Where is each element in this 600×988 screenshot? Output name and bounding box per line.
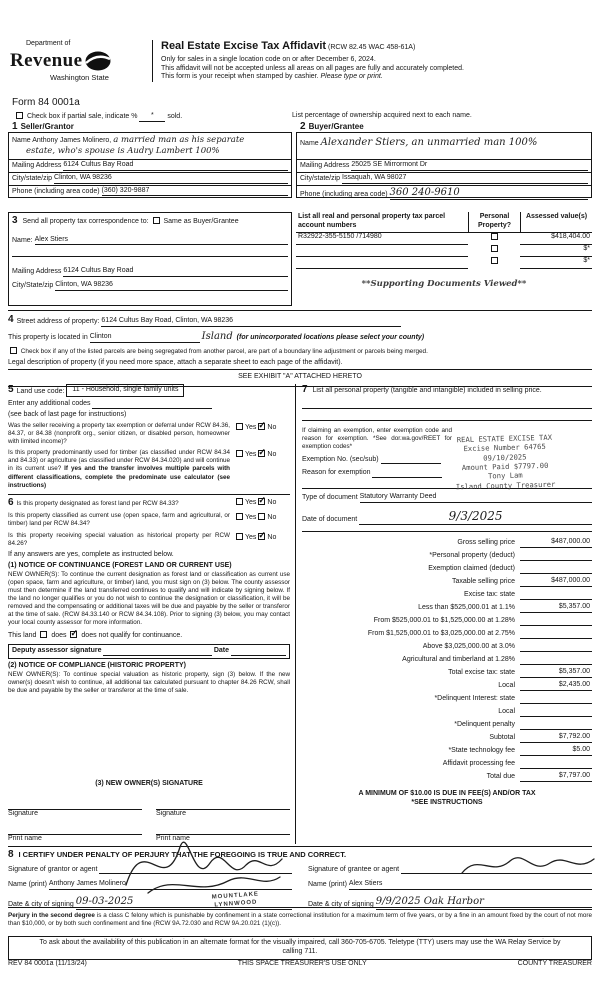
does-not-label: does not qualify for continuance. — [81, 632, 183, 640]
tax-row — [302, 626, 592, 639]
parcel-row — [296, 257, 592, 269]
signature-line[interactable] — [156, 799, 290, 810]
grantee-name-value[interactable]: Alex Stiers — [349, 880, 592, 890]
tax-row — [302, 535, 592, 548]
buyer-city-label: City/state/zip — [300, 174, 341, 182]
treasurer-excise-stamp — [419, 432, 590, 493]
parcel-personal-cell — [468, 245, 520, 257]
tax-row-value[interactable] — [520, 591, 592, 600]
signature-label: Signature — [156, 809, 186, 817]
certify-statement: I CERTIFY UNDER PENALTY OF PERJURY THAT THE FOREGOING IS TRUE AND CORRECT. — [18, 850, 347, 859]
tax-row-value[interactable] — [520, 643, 592, 652]
historic-property-question — [8, 532, 290, 548]
header-note-3: This form is your receipt when stamped by cashier. Please type or print. — [161, 73, 383, 81]
tax-row — [302, 730, 592, 743]
seller-address-value[interactable]: 6124 Cultus Bay Road — [63, 161, 288, 171]
seller-address-label: Mailing Address — [12, 162, 62, 169]
tax-row — [302, 743, 592, 756]
tax-row-label: Total excise tax: state — [448, 669, 515, 677]
yes-no-options: Yes No — [234, 512, 290, 523]
street-address-label: Street address of property: — [16, 317, 100, 325]
no-checkbox[interactable] — [258, 513, 265, 520]
tax-computation-table — [302, 531, 592, 782]
ownership-percent-note: List percentage of ownership acquired next to each name. — [292, 112, 472, 119]
seller-name-value[interactable]: Anthony James Molinero, — [32, 137, 112, 144]
parcel-assessed-field[interactable]: $418,404.00 — [520, 233, 592, 245]
seller-city-label: City/state/zip — [12, 174, 53, 182]
parcel-number-field[interactable] — [296, 257, 468, 269]
buyer-address-label: Mailing Address — [300, 162, 350, 169]
tax-row-label: Local — [498, 708, 515, 716]
exemption-deferral-question — [8, 422, 290, 446]
tax-row-label: Less than $525,000.01 at 1.1% — [418, 604, 515, 612]
parcel-number-field[interactable] — [296, 245, 468, 257]
parcel-personal-cell — [468, 257, 520, 269]
if-yes-instruction: If any answers are yes, complete as instructed below. — [8, 550, 174, 558]
correspondence-city-label: City/State/zip — [12, 282, 54, 289]
tax-row-value[interactable] — [520, 552, 592, 561]
tax-row — [302, 574, 592, 587]
city-stamp-line: MOUNTLAKE — [211, 891, 260, 901]
tax-row — [302, 691, 592, 704]
tax-row-value[interactable]: $487,000.00 — [520, 538, 592, 548]
timber-agriculture-question — [8, 449, 290, 489]
tax-row — [302, 639, 592, 652]
legal-description-label: Legal description of property (if you need more space, attach a separate sheet to each page of the affidavit). — [8, 359, 592, 370]
qualify-row — [8, 631, 290, 641]
bottom-bar — [8, 960, 592, 969]
exemption-number-label: Exemption No. (sec/sub) — [302, 455, 379, 463]
form-header — [10, 40, 592, 82]
question-text: Was the seller receiving a property tax exemption or deferral under RCW 84.36, 84.37, or 84.38 (nonprofit org., senior citizen, or disabled person, homeowner with limited income)? — [8, 422, 231, 446]
parcel-personal-cell — [468, 233, 520, 245]
see-instructions-note: *SEE INSTRUCTIONS — [411, 798, 483, 806]
segregate-label: Check box if any of the listed parcels are being segregated from another parcel, are part of a boundary line adjustment or parcels being merged. — [20, 348, 428, 355]
yes-checkbox[interactable] — [236, 450, 243, 457]
buyer-phone-handwriting[interactable]: 360 240-9610 — [390, 187, 588, 201]
correspondence-box — [8, 212, 292, 306]
buyer-city-value[interactable]: Issaquah, WA 98027 — [342, 174, 588, 184]
tax-row-label: Exemption claimed (deduct) — [428, 565, 515, 573]
parcel-assessed-field[interactable]: $* — [520, 257, 592, 269]
seller-address-row — [9, 160, 291, 173]
tax-row — [302, 678, 592, 691]
tax-row-label: From $525,000.01 to $1,525,000.00 at 1.28% — [373, 617, 515, 625]
tax-row-value[interactable] — [520, 565, 592, 574]
buyer-address-value[interactable]: 25025 SE Mirrormont Dr — [351, 161, 588, 171]
document-type-row — [302, 493, 592, 503]
parcel-personal-checkbox[interactable] — [491, 257, 498, 264]
personal-property-row: 7 List all personal property (tangible and intangible) included in selling price. — [302, 384, 542, 395]
middle-region — [8, 384, 592, 844]
title-block — [152, 40, 592, 82]
additional-codes-label: Enter any additional codes — [8, 399, 91, 407]
yes-no-options: Yes ✓ No — [234, 449, 290, 460]
tax-row-value[interactable]: $5,357.00 — [520, 668, 592, 678]
land-use-row: 5 Land use code: 11 - Household, single family units — [8, 384, 290, 397]
tax-row-label: Excise tax: state — [464, 591, 515, 599]
tax-row-value[interactable] — [520, 721, 592, 730]
does-label: does — [51, 632, 67, 640]
tax-row — [302, 587, 592, 600]
tax-row-value[interactable] — [520, 708, 592, 717]
buyer-phone-row — [297, 186, 591, 202]
segregate-checkbox[interactable] — [10, 347, 17, 354]
city-stamp-line: LYNNWOOD — [214, 898, 258, 908]
tax-row-label: *Delinquent Interest: state — [434, 695, 515, 703]
notice-compliance-title: (2) NOTICE OF COMPLIANCE (HISTORIC PROPERTY) — [8, 661, 186, 669]
new-owner-signature-row — [8, 799, 290, 819]
print-name-label: Print name — [8, 835, 42, 843]
located-value[interactable]: Clinton — [90, 333, 200, 343]
predominate-use-bold: If yes and the transfer involves multiple parcels with different classifications, complete the predominate use calculator (see instructions) — [8, 465, 231, 489]
correspondence-city-value[interactable]: Clinton, WA 98236 — [55, 281, 288, 291]
right-column — [296, 384, 592, 844]
yes-checkbox[interactable] — [236, 498, 243, 505]
stamp-line: Excise Number 64765 — [463, 442, 546, 454]
document-type-label: Type of document — [302, 494, 358, 502]
seller-phone-row — [9, 186, 291, 198]
parcel-table-header — [296, 212, 592, 233]
section2-header: 2 Buyer/Grantee — [300, 121, 364, 132]
buyer-box — [296, 132, 592, 198]
segregate-row — [8, 347, 592, 356]
this-land-label: This land — [8, 632, 37, 640]
buyer-address-row — [297, 160, 591, 173]
correspondence-address-label: Mailing Address — [12, 268, 62, 276]
correspondence-header: 3 Send all property tax correspondence to: Same as Buyer/Grantee — [12, 215, 239, 226]
tax-row — [302, 613, 592, 626]
street-address-row: 4 Street address of property: 6124 Cultus Bay Road, Clinton, WA 98236 — [8, 314, 592, 327]
date-city-row — [8, 896, 592, 910]
personal-property-label: List all personal property (tangible and intangible) included in selling price. — [312, 387, 542, 394]
parcel-row — [296, 233, 592, 245]
correspondence-city-row — [12, 281, 288, 291]
question-text: 6 Is this property designated as forest land per RCW 84.33? — [8, 496, 179, 508]
grantee-signature-label: Signature of grantee or agent — [308, 865, 400, 873]
seller-city-value[interactable]: Clinton, WA 98236 — [54, 174, 288, 184]
deputy-signature-field[interactable] — [103, 648, 211, 656]
print-name-row — [8, 880, 592, 890]
correspondence-name-row — [12, 236, 288, 246]
seller-name-label: Name — [12, 137, 31, 144]
exemption-reason-label: Reason for exemption — [302, 469, 371, 477]
grantee-date-handwriting[interactable]: 9/9/2025 Oak Harbor — [376, 896, 592, 910]
supporting-documents-note: **Supporting Documents Viewed** — [361, 278, 527, 289]
same-as-buyer-checkbox[interactable] — [153, 217, 160, 224]
agency-logo-block — [10, 40, 152, 82]
tax-row — [302, 665, 592, 678]
grantee-date-label: Date & city of signing — [308, 900, 374, 908]
located-label: This property is located in — [8, 334, 88, 342]
no-checkbox[interactable] — [258, 450, 265, 457]
no-checkbox[interactable] — [258, 498, 265, 505]
stamp-line: Amount Paid $7797.00 — [461, 460, 549, 473]
stamp-line: Tony Lam — [487, 470, 523, 481]
tax-row-value[interactable] — [520, 760, 592, 769]
perjury-paragraph: Perjury in the second degree is a class C felony which is punishable by confinement in a state correctional institution for a maximum term of five years, or by a fine in an amount fixed by the court of not more than $10,000, or by both such confinement and fine (RCW 9A.72.030 and RCW 9A.20.021 (1)(c)). — [8, 912, 593, 928]
new-owners-signature-title: (3) NEW OWNER(S) SIGNATURE — [95, 779, 203, 787]
tax-row — [302, 704, 592, 717]
tax-row — [302, 600, 592, 613]
tax-row-value[interactable]: $7,792.00 — [520, 733, 592, 743]
tax-row-label: *Personal property (deduct) — [429, 552, 515, 560]
street-address-value[interactable]: 6124 Cultus Bay Road, Clinton, WA 98236 — [101, 317, 401, 327]
document-type-value[interactable]: Statutory Warranty Deed — [360, 493, 592, 503]
seller-phone-value[interactable]: (360) 320-9887 — [102, 187, 288, 197]
tax-row-label: Agricultural and timberland at 1.28% — [402, 656, 515, 664]
deputy-date-label: Date — [213, 647, 230, 655]
parcel-personal-checkbox[interactable] — [491, 245, 498, 252]
personal-property-header: Personal Property? — [468, 212, 520, 232]
yes-checkbox[interactable] — [236, 513, 243, 520]
seller-name-row — [9, 133, 291, 160]
tax-row-value[interactable]: $7,797.00 — [520, 772, 592, 782]
grantor-signature-scribble — [118, 833, 288, 905]
stamp-line: 09/10/2025 — [483, 452, 527, 463]
no-checkbox[interactable] — [258, 533, 265, 540]
left-column — [8, 384, 296, 844]
document-date-handwriting[interactable]: 9/3/2025 — [359, 509, 592, 525]
located-handwriting: Island — [201, 330, 233, 342]
tax-row-label: Total due — [486, 773, 515, 781]
signature-line[interactable] — [8, 799, 142, 810]
yes-no-options: Yes ✓ No — [234, 497, 290, 508]
same-as-buyer-label: Same as Buyer/Grantee — [163, 218, 239, 225]
parcel-numbers-header: List all real and personal property tax parcel account numbers — [298, 213, 446, 229]
tax-row-value[interactable]: $487,000.00 — [520, 577, 592, 587]
located-row — [8, 331, 592, 344]
tax-row — [302, 561, 592, 574]
tax-row-label: Affidavit processing fee — [442, 760, 515, 768]
correspondence-name-label: Name: — [12, 236, 33, 244]
question-text: Is this property predominantly used for timber (as classified under RCW 84.34 and 84.33) or agriculture (as classified under RCW 84.34.020) and will continue in its current use? If yes and the transfer involves multiple parcels with different classifications, complete the predominate use calculator (see instructions) — [8, 449, 231, 489]
deputy-assessor-row — [8, 644, 290, 659]
new-owner-signature-1 — [8, 799, 142, 819]
question-text: Is this property classified as current use (open space, farm and agricultural, or timber) land per RCW 84.34? — [8, 512, 230, 528]
revenue-logo-icon — [85, 51, 111, 71]
tax-row-label: *Delinquent penalty — [454, 721, 515, 729]
parcel-number-field[interactable]: R32922-355-5150 /714980 — [296, 233, 468, 245]
parcel-assessed-field[interactable]: $* — [520, 245, 592, 257]
seller-phone-label: Phone (including area code) — [12, 187, 100, 195]
section6 — [8, 494, 290, 695]
tax-row-value[interactable] — [520, 656, 592, 665]
tax-row-label: Gross selling price — [457, 539, 515, 547]
land-use-code-value[interactable]: 11 - Household, single family units — [66, 384, 184, 397]
partial-sale-label: Check box if partial sale, indicate % — [26, 113, 138, 120]
minimum-due-note: A MINIMUM OF $10.00 IS DUE IN FEE(S) AND/OR TAX — [358, 789, 536, 797]
document-date-label: Date of document — [302, 516, 358, 524]
signature-label: Signature — [8, 809, 38, 817]
deputy-date-field[interactable] — [231, 648, 286, 656]
tax-row — [302, 769, 592, 782]
grantor-name-value[interactable]: Anthony James Molinero — [49, 880, 292, 890]
form-title: Real Estate Excise Tax Affidavit — [161, 40, 327, 52]
tax-row-label: Local — [498, 682, 515, 690]
tax-row — [302, 652, 592, 665]
seller-name-handwriting-2: estate, who's spouse is Audry Lambert 100% — [26, 145, 220, 156]
tax-row — [302, 756, 592, 769]
buyer-name-handwriting[interactable]: Alexander Stiers, an unmarried man 100% — [320, 137, 538, 148]
see-back-note: (see back of last page for instructions) — [8, 410, 127, 418]
question-text: Is this property receiving special valuation as historical property per RCW 84.26? — [8, 531, 230, 547]
treasurer-use-label: THIS SPACE TREASURER'S USE ONLY — [237, 960, 367, 967]
type-or-print-note: Please type or print. — [320, 73, 383, 81]
correspondence-blank-line[interactable] — [12, 245, 288, 257]
correspondence-address-value[interactable]: 6124 Cultus Bay Road — [63, 267, 288, 277]
tax-row-label: *State technology fee — [448, 747, 515, 755]
tax-row-value[interactable]: $2,435.00 — [520, 681, 592, 691]
revenue-wordmark: Revenue — [10, 49, 83, 71]
does-checkbox[interactable] — [40, 631, 47, 638]
parcel-personal-checkbox[interactable] — [491, 233, 498, 240]
parcel-row — [296, 245, 592, 257]
notice-compliance-body: NEW OWNER(S): To continue special valuation as historic property, sign (3) below. If the new owner(s) doesn't wish to continue, all additional tax calculated pursuant to chapter 84.26 RCW, shall be due and payable by the seller or transferor at the time of sale. — [8, 670, 290, 694]
yes-no-options: Yes ✓ No — [234, 532, 290, 543]
correspondence-name-value[interactable]: Alex Stiers — [35, 236, 288, 246]
seller-city-row — [9, 173, 291, 186]
section8 — [8, 846, 592, 908]
alt-format-note: To ask about the availability of this publication in an alternate format for the visually impaired, call 360-705-6705. Teletype (TTY) users may use the WA Relay Service by calling 711. — [39, 939, 561, 955]
grantor-date-label: Date & city of signing — [8, 900, 74, 908]
additional-codes-row — [8, 400, 290, 409]
parcel-table — [296, 212, 592, 306]
yes-checkbox[interactable] — [236, 533, 243, 540]
grantee-name-label: Name (print) — [308, 881, 347, 889]
county-treasurer-label: COUNTY TREASURER — [517, 960, 592, 967]
grantor-signature-label: Signature of grantor or agent — [8, 865, 98, 873]
rev-number: REV 84 0001a (11/13/24) — [8, 960, 87, 967]
seller-box — [8, 132, 292, 198]
yes-checkbox[interactable] — [236, 423, 243, 430]
assessed-value-header: Assessed value(s) — [520, 212, 592, 232]
section4 — [8, 310, 592, 387]
notice-continuance-title: (1) NOTICE OF CONTINUANCE (FOREST LAND OR CURRENT USE) — [8, 562, 232, 570]
alt-format-box — [8, 936, 592, 960]
tax-row-label: Above $3,025,000.00 at 3.0% — [422, 643, 515, 651]
print-name-label: Print name — [156, 835, 190, 843]
header-note-1: Only for sales in a single location code on or after December 6, 2024. — [161, 55, 376, 63]
correspondence-address-row — [12, 267, 288, 277]
tax-row — [302, 548, 592, 561]
buyer-phone-label: Phone (including area code) — [300, 191, 388, 199]
buyer-name-label: Name — [300, 140, 319, 147]
form-title-rcw: (RCW 82.45 WAC 458-61A) — [328, 44, 416, 51]
tax-row-value[interactable]: $5.00 — [520, 746, 592, 756]
no-checkbox[interactable] — [258, 423, 265, 430]
current-use-question — [8, 512, 290, 528]
stamp-line: Island County Treasurer — [455, 479, 556, 492]
dept-of-label: Department of — [26, 40, 71, 47]
perjury-lead: Perjury in the second degree — [8, 912, 95, 919]
tax-row-label: From $1,525,000.01 to $3,025,000.00 at 2.75% — [367, 630, 515, 638]
located-county-note: (for unincorporated locations please select your county) — [236, 334, 425, 342]
document-date-row — [302, 509, 592, 525]
partial-sold-label: sold. — [167, 113, 183, 120]
form-number: Form 84 0001a — [12, 97, 80, 108]
header-note-2: This affidavit will not be accepted unless all areas on all pages are fully and accurately completed. — [161, 64, 464, 72]
document-block — [302, 488, 592, 525]
notice-continuance-body: NEW OWNER(S): To continue the current designation as forest land or classification as current use (open space, farm and agriculture, or timber) land, you must sign on (3) below. The county assessor must then determine if the land transferred continues to qualify and will indicate by signing below. If the land no longer qualifies or you do not wish to continue the designation or classification, it will be removed and the compensating or additional taxes will be due and payable by the seller or transferor at the time of sale. (RCW 84.33.140 or RCW 84.34.108). Prior to signing (3) below, you may contact your local county assessor for more information. — [8, 571, 290, 627]
new-owner-signature-2 — [156, 799, 290, 819]
section1-header: 1 Seller/Grantor — [12, 121, 74, 132]
tax-row-value[interactable] — [520, 630, 592, 639]
tax-row — [302, 717, 592, 730]
partial-percent-field[interactable]: * — [139, 112, 165, 122]
state-label: Washington State — [50, 72, 109, 82]
exemption-note: If claiming an exemption, enter exemption code and reason for exemption. *See dor.wa.gov/REET for exemption codes* — [302, 426, 452, 450]
tax-row-value[interactable]: $5,357.00 — [520, 603, 592, 613]
tax-row-value[interactable] — [520, 695, 592, 704]
tax-row-label: Subtotal — [489, 734, 515, 742]
tax-row-label: Taxable selling price — [451, 578, 515, 586]
stamp-line: REAL ESTATE EXCISE TAX — [456, 432, 553, 445]
left-column-spacer — [8, 695, 290, 780]
buyer-name-row — [297, 133, 591, 160]
land-use-label: Land use code: — [16, 388, 65, 395]
tax-row-value[interactable] — [520, 617, 592, 626]
partial-sale-checkbox[interactable] — [16, 112, 23, 119]
correspondence-label: Send all property tax correspondence to: — [22, 218, 149, 225]
yes-no-options: Yes ✓ No — [234, 422, 290, 433]
buyer-city-row — [297, 173, 591, 186]
grantor-name-label: Name (print) — [8, 881, 47, 889]
personal-property-blank-line[interactable] — [302, 397, 592, 409]
does-not-checkbox[interactable] — [70, 631, 77, 638]
additional-codes-field[interactable] — [92, 401, 212, 409]
seller-name-handwriting-1: a married man as his separate — [113, 135, 245, 145]
deputy-signature-label: Deputy assessor signature — [12, 647, 102, 655]
legal-description-value[interactable]: SEE EXHIBIT "A" ATTACHED HERETO — [8, 370, 592, 387]
grantor-date-handwriting[interactable]: 09-03-2025 — [76, 896, 292, 910]
grantee-name-cell — [308, 880, 592, 890]
certify-statement-row: 8 I CERTIFY UNDER PENALTY OF PERJURY THAT THE FOREGOING IS TRUE AND CORRECT. — [8, 849, 347, 860]
forest-land-question — [8, 497, 290, 510]
grantee-signature-scribble — [458, 851, 598, 881]
grantee-date-cell — [308, 896, 592, 910]
personal-property-blank-line[interactable] — [302, 409, 592, 421]
